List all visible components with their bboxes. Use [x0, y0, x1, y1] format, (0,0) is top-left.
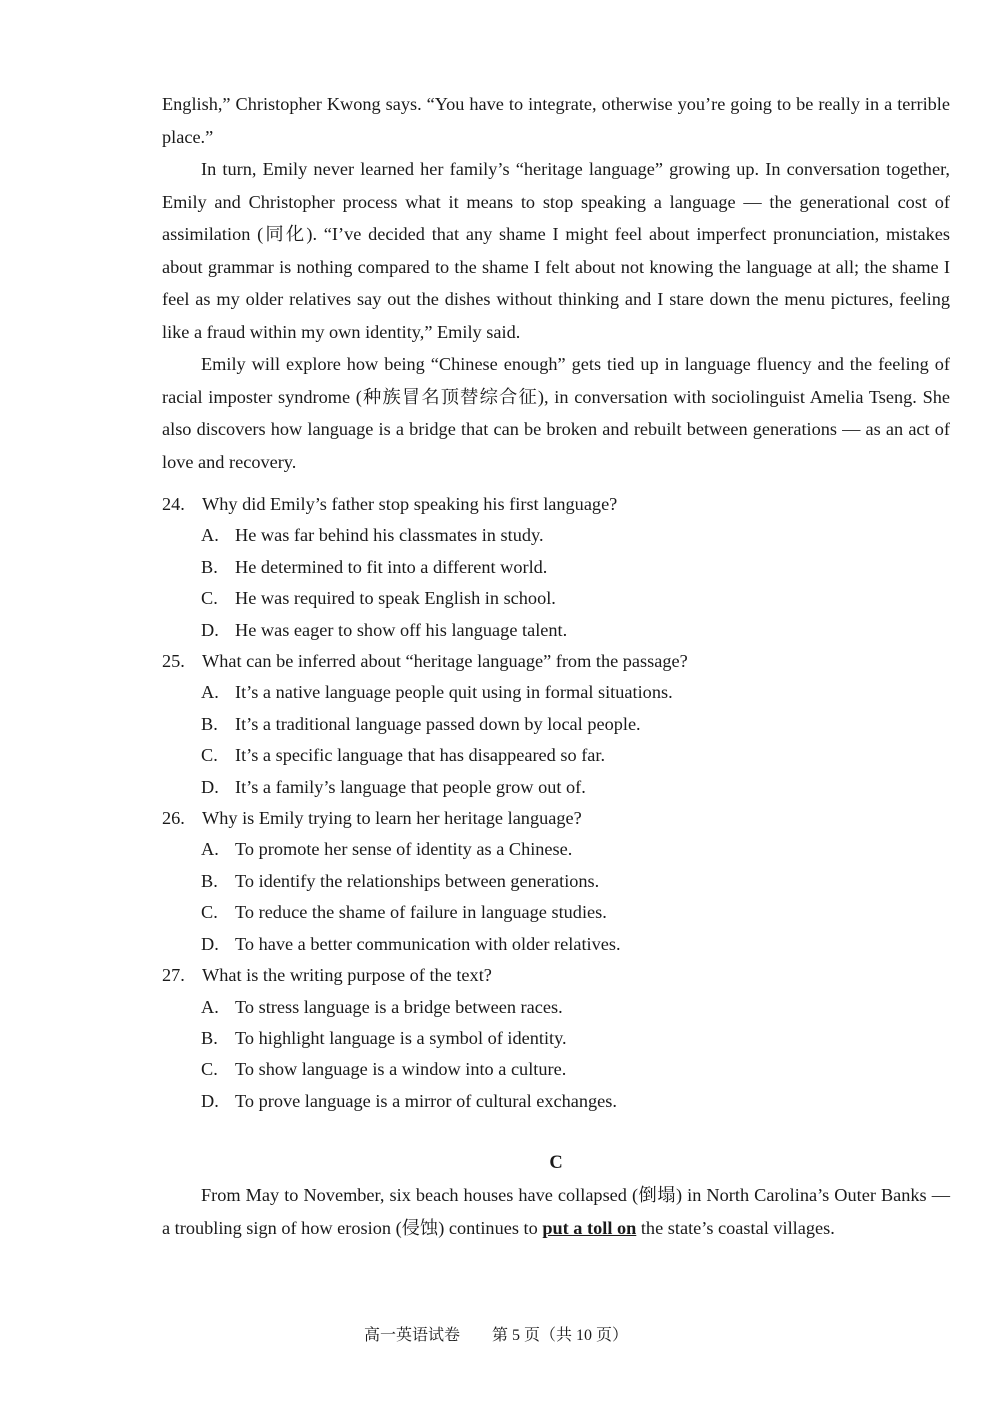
option-c	[162, 740, 950, 771]
option-letter: B.	[201, 870, 218, 891]
option-text: To stress language is a bridge between races.	[235, 996, 563, 1017]
question-number: 27.	[162, 965, 185, 986]
option-text: To have a better communication with older relatives.	[235, 933, 621, 954]
option-a	[162, 520, 950, 551]
option-letter: A.	[201, 682, 219, 703]
option-letter: D.	[201, 619, 219, 640]
option-letter: C.	[201, 588, 218, 609]
option-d	[162, 1086, 950, 1117]
option-text: He was required to speak English in school.	[235, 588, 556, 609]
option-b	[162, 709, 950, 740]
option-letter: B.	[201, 556, 218, 577]
option-text: To show language is a window into a culture.	[235, 1059, 567, 1080]
option-letter: B.	[201, 1027, 218, 1048]
option-text: It’s a family’s language that people grow out of.	[235, 776, 586, 797]
option-text: He was far behind his classmates in study.	[235, 525, 544, 546]
option-letter: A.	[201, 839, 219, 860]
option-letter: A.	[201, 996, 219, 1017]
option-text: To reduce the shame of failure in language studies.	[235, 902, 607, 923]
option-letter: C.	[201, 745, 218, 766]
question-25	[162, 646, 950, 803]
option-letter: A.	[201, 525, 219, 546]
option-text: To identify the relationships between generations.	[235, 870, 600, 891]
question-list	[162, 489, 950, 1117]
option-d	[162, 772, 950, 803]
option-text: It’s a specific language that has disappeared so far.	[235, 745, 606, 766]
option-letter: C.	[201, 1059, 218, 1080]
passage-b-paragraph-2: In turn, Emily never learned her family’s “heritage language” growing up. In conversation together, Emily and Christopher process what it means to stop speaking a language — the generational cost of assimilation (同化). “I’ve decided that any shame I might feel about imperfect pronunciation, mistakes about grammar is nothing compared to the shame I felt about not knowing the language at all; the shame I feel as my older relatives say out the dishes without thinking and I stare down the menu pictures, feeling like a fraud within my own identity,” Emily said.	[162, 159, 950, 342]
question-stem: What is the writing purpose of the text?	[202, 965, 492, 986]
text-run: From May to November, six beach houses have collapsed (倒塌) in North Carolina’s Outer Banks — a troubling sign of how erosion (侵蚀) continues to	[162, 1185, 950, 1238]
option-b	[162, 1023, 950, 1054]
passage-c	[162, 1147, 950, 1244]
option-letter: D.	[201, 776, 219, 797]
question-26	[162, 803, 950, 960]
option-d	[162, 929, 950, 960]
option-c	[162, 897, 950, 928]
option-a	[162, 992, 950, 1023]
option-text: It’s a native language people quit using in formal situations.	[235, 682, 673, 703]
page-number: 第 5 页（共 10 页）	[492, 1327, 629, 1344]
option-text: To prove language is a mirror of cultural exchanges.	[235, 1090, 617, 1111]
option-d	[162, 615, 950, 646]
option-letter: D.	[201, 1090, 219, 1111]
text-run: the state’s coastal villages.	[636, 1217, 835, 1238]
passage-c-paragraph-1	[162, 1179, 950, 1244]
question-24	[162, 489, 950, 646]
exam-name: 高一英语试卷	[363, 1327, 460, 1344]
question-stem: Why is Emily trying to learn her heritage language?	[202, 808, 582, 829]
option-c	[162, 583, 950, 614]
option-text: He determined to fit into a different world.	[235, 556, 548, 577]
option-text: It’s a traditional language passed down by local people.	[235, 713, 641, 734]
passage-b	[162, 88, 950, 478]
question-stem: Why did Emily’s father stop speaking his first language?	[202, 494, 618, 514]
option-letter: B.	[201, 713, 218, 734]
option-b	[162, 552, 950, 583]
underlined-keyword: put a toll on	[542, 1217, 637, 1238]
passage-b-paragraph-3: Emily will explore how being “Chinese enough” gets tied up in language fluency and the feeling of racial imposter syndrome (种族冒名顶替综合征), in conversation with sociolinguist Amelia Tseng. She also discovers how language is a bridge that can be broken and rebuilt between generations — as an act of love and recovery.	[162, 354, 950, 472]
option-text: To highlight language is a symbol of identity.	[235, 1027, 567, 1048]
option-b	[162, 866, 950, 897]
page-footer	[0, 1324, 992, 1348]
exam-page	[162, 88, 950, 1244]
question-27	[162, 960, 950, 1117]
option-a	[162, 834, 950, 865]
question-number: 24.	[162, 494, 185, 514]
question-stem: What can be inferred about “heritage language” from the passage?	[202, 651, 688, 672]
question-number: 25.	[162, 651, 185, 672]
option-text: He was eager to show off his language talent.	[235, 619, 568, 640]
question-number: 26.	[162, 808, 185, 829]
section-title: C	[549, 1153, 563, 1174]
option-c	[162, 1054, 950, 1085]
option-a	[162, 677, 950, 708]
option-letter: C.	[201, 902, 218, 923]
option-text: To promote her sense of identity as a Chinese.	[235, 839, 573, 860]
option-letter: D.	[201, 933, 219, 954]
passage-b-paragraph-1: English,” Christopher Kwong says. “You have to integrate, otherwise you’re going to be really in a terrible place.”	[162, 94, 950, 147]
